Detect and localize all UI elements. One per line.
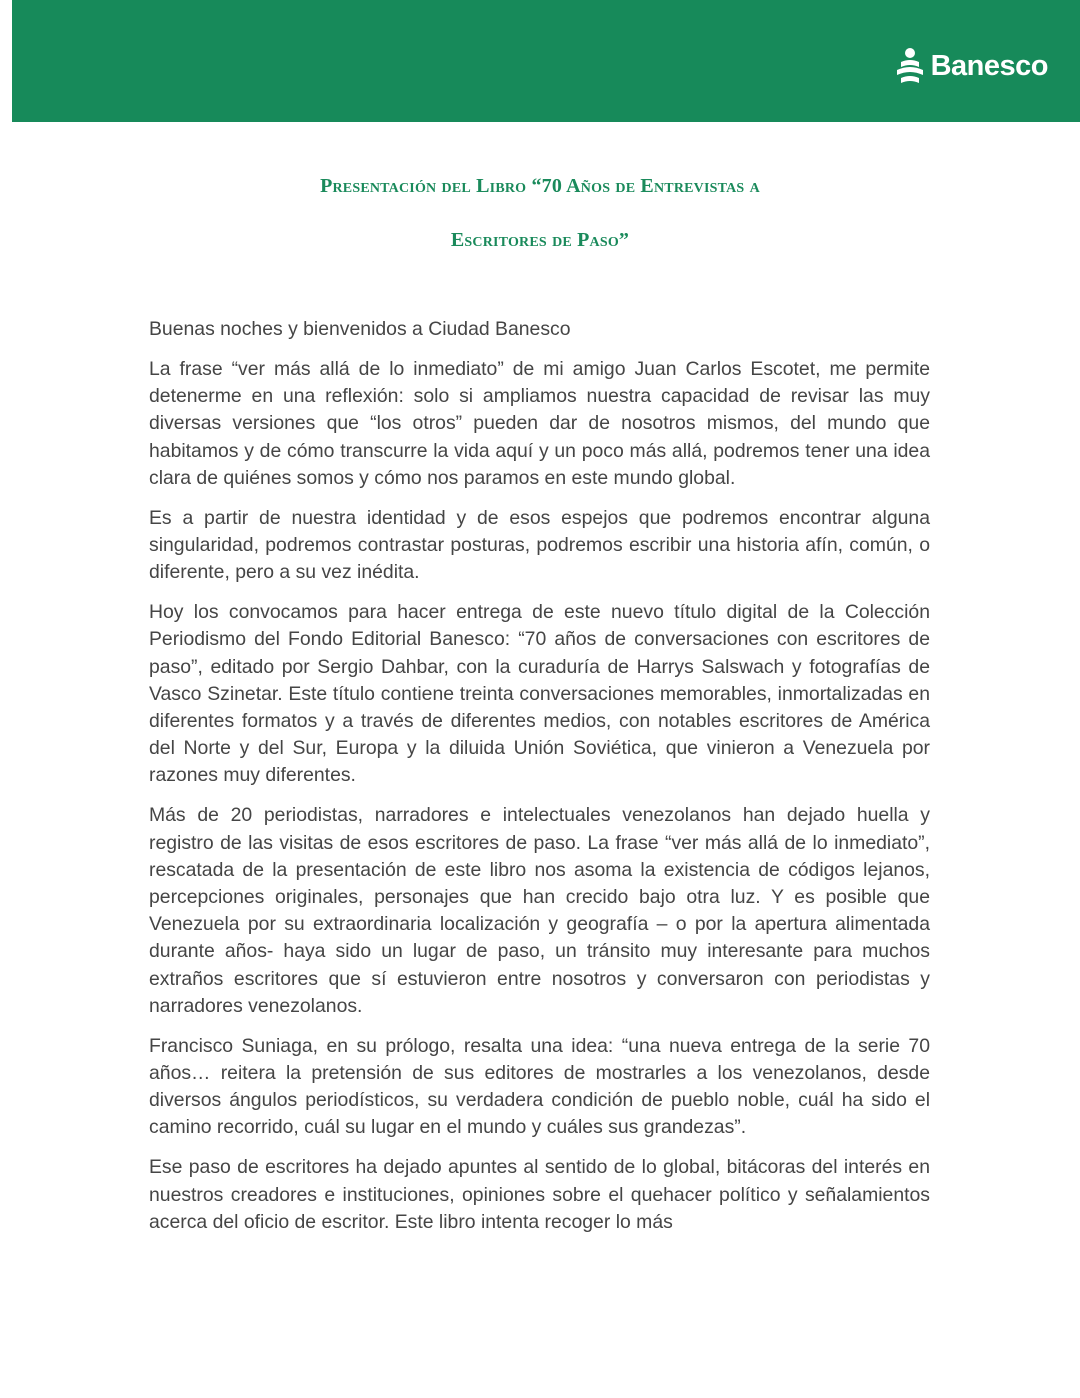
paragraph: Es a partir de nuestra identidad y de esos espejos que podremos encontrar alguna singularidad, podremos contrastar posturas, podremos escribir una historia afín, común, o diferente, pero a su vez inédita. — [149, 506, 930, 584]
brand-name: Banesco — [930, 49, 1048, 82]
banesco-logo-icon — [893, 46, 927, 86]
paragraph: Más de 20 periodistas, narradores e intelectuales venezolanos han dejado huella y registro de las visitas de esos escritores de paso. La frase “ver más allá de lo inmediato”, rescatada de la presentación de este libro nos asoma la existencia de códigos lejanos, percepciones originales, personajes que han crecido bajo otra luz. Y es posible que Venezuela por su extraordinaria localización y geografía – o por la apertura alimentada durante años- haya sido un lugar de paso, un tránsito muy interesante para muchos extraños escritores que sí estuvieron entre nosotros y conversaron con periodistas y narradores venezolanos. — [149, 804, 930, 1017]
paragraph: Hoy los convocamos para hacer entrega de este nuevo título digital de la Colección Periodismo del Fondo Editorial Banesco: “70 años de conversaciones con escritores de paso”, editado por Sergio Dahbar, con la curaduría de Harrys Salswach y fotografías de Vasco Szinetar. Este título contiene treinta conversaciones memorables, inmortalizadas en diferentes formatos y a través de diferentes medios, con notables escritores de América del Norte y del Sur, Europa y la diluida Unión Soviética, que vinieron a Venezuela por razones muy diferentes. — [149, 601, 930, 787]
page-title-line-2: Escritores de Paso” — [450, 229, 630, 251]
paragraph: Francisco Suniaga, en su prólogo, resalta una idea: “una nueva entrega de la serie 70 años… reitera la pretensión de sus editores de mostrarles a los venezolanos, desde diversos ángulos periodísticos, su verdadera condición de pueblo noble, cuál ha sido el camino recorrido, cuál su lugar en el mundo y cuáles sus grandezas”. — [149, 1034, 930, 1139]
page-title-line-1: Presentación del Libro “70 Años de Entrevistas a — [320, 175, 760, 197]
paragraph-greeting: Buenas noches y bienvenidos a Ciudad Banesco — [149, 318, 571, 340]
header-band — [12, 0, 1080, 122]
document-body — [149, 316, 930, 1249]
brand-logo — [893, 46, 1048, 86]
paragraph: Ese paso de escritores ha dejado apuntes al sentido de lo global, bitácoras del interés en nuestros creadores e instituciones, opiniones sobre el quehacer político y señalamientos acerca del oficio de escritor. Este libro intenta recoger lo más — [149, 1156, 930, 1233]
paragraph: La frase “ver más allá de lo inmediato” de mi amigo Juan Carlos Escotet, me permite detenerme en una reflexión: solo si ampliamos nuestra capacidad de revisar las muy diversas versiones que “los otros” pueden dar de nosotros mismos, del mundo que habitamos y de cómo transcurre la vida aquí y un poco más allá, podremos tener una idea clara de quiénes somos y cómo nos paramos en este mundo global. — [149, 358, 930, 489]
